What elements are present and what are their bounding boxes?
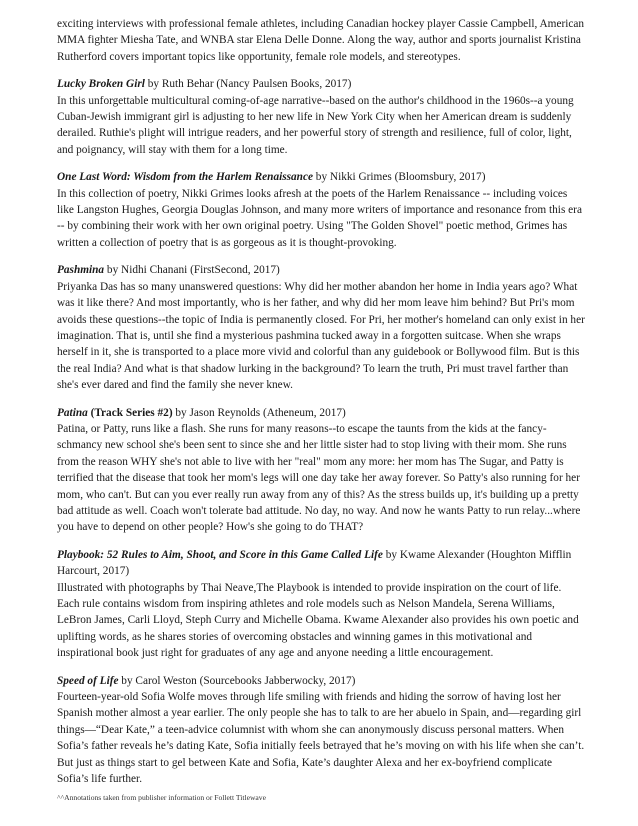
book-annotation: In this collection of poetry, Nikki Grimes looks afresh at the poets of the Harlem Renaissance -- including voices like Langston Hughes, Georgia Douglas Johnson, and many more writers of importance and resonance from this era -- by combining their work with her own original poetry. Using "The Golden Shovel" poetic method, Grimes has written a collection of poetry that is as gorgeous as it is thought-provoking. <box>57 187 582 249</box>
book-entry-pashmina <box>57 262 585 393</box>
book-title: Speed of Life <box>57 674 119 687</box>
book-series: (Track Series #2) <box>87 406 173 419</box>
book-title: Patina <box>57 406 88 419</box>
book-annotation: In this unforgettable multicultural coming-of-age narrative--based on the author's childhood in the 1960s--a young Cuban-Jewish immigrant girl is adjusting to her new life in New York City when her American dream is suddenly derailed. Ruthie's plight will intrigue readers, and her powerful story of strength and resilience, full of color, light, and poignancy, will stay with them for a long time. <box>57 94 574 156</box>
book-byline: by Jason Reynolds (Atheneum, 2017) <box>172 406 346 419</box>
book-citation <box>57 547 585 580</box>
book-byline: by Nikki Grimes (Bloomsbury, 2017) <box>312 171 486 184</box>
book-annotation: Illustrated with photographs by Thai Neave,The Playbook is intended to provide inspiration on the court of life. Each rule contains wisdom from inspiring athletes and role models such as Nelson Mandela, Serena Williams, LeBron James, Carli Lloyd, Steph Curry and Michelle Obama. Kwame Alexander also provides his own poetic and uplifting words, as he shares stories of overcoming obstacles and winning games in this motivational and inspirational book just right for graduates of any age and anyone needing a little encouragement. <box>57 581 579 660</box>
intro-paragraph: exciting interviews with professional female athletes, including Canadian hockey player Cassie Campbell, American MMA fighter Miesha Tate, and WNBA star Elena Delle Donne. Along the way, author and sports journalist Kristina Rutherford covers important topics like opportunity, female role models, and stereotypes. <box>57 18 585 63</box>
book-title: Playbook: 52 Rules to Aim, Shoot, and Score in this Game Called Life <box>57 548 383 561</box>
book-byline: by Carol Weston (Sourcebooks Jabberwocky, 2017) <box>118 674 356 687</box>
book-byline: by Nidhi Chanani (FirstSecond, 2017) <box>104 264 280 277</box>
book-entry-patina <box>57 405 585 536</box>
book-citation <box>57 169 585 185</box>
book-citation <box>57 262 585 278</box>
page-content <box>57 16 585 798</box>
book-annotation: Patina, or Patty, runs like a flash. She runs for many reasons--to escape the taunts from the kids at the fancy-schmancy new school she's been sent to since she and her little sister had to stop living with their mom. She runs from the reason WHY she's not able to live with her "real" mom any more: her mom has The Sugar, and Patty is terrified that the disease that took her mom's legs will one day take her away forever. So Patty's also running for her mom, who can't. But can you ever really run away from any of this? As the stress builds up, it's building up a pretty bad attitude as well. Coach won't tolerate bad attitude. No day, no way. And now he wants Patty to run relay...where you have to depend on other people? How's she going to do THAT? <box>57 422 581 534</box>
book-citation <box>57 76 585 92</box>
footer-note: ^^Annotations taken from publisher information or Follett Titlewave <box>57 793 266 802</box>
book-entry-lucky-broken-girl <box>57 76 585 158</box>
book-byline: by Ruth Behar (Nancy Paulsen Books, 2017) <box>144 78 352 91</box>
book-title: Pashmina <box>57 264 105 277</box>
book-annotation: Fourteen-year-old Sofia Wolfe moves through life smiling with friends and hiding the sorrow of having lost her Spanish mother almost a year earlier. The only people she has to talk to are her abuelo in Spain, and—regarding girl things—“Dear Kate,” a teen-advice columnist with whom she can anonymously discuss personal matters. When Sofia’s father reveals he’s dating Kate, Sofia initially feels betrayed that he’s moving on with his life when she can’t. But just as things start to gel between Kate and Sofia, Kate’s daughter Alexa and her ex-boyfriend complicate Sofia’s life further. <box>57 691 585 786</box>
book-entry-playbook <box>57 547 585 662</box>
book-title: One Last Word: Wisdom from the Harlem Renaissance <box>57 171 313 184</box>
book-citation <box>57 405 585 421</box>
book-citation <box>57 673 585 689</box>
book-byline: by Kwame Alexander (Houghton Mifflin Harcourt, 2017) <box>57 548 572 578</box>
book-annotation: Priyanka Das has so many unanswered questions: Why did her mother abandon her home in India years ago? What was it like there? And most importantly, who is her father, and why did her mom leave him behind? But Pri's mom avoids these questions--the topic of India is permanently closed. For Pri, her mother's homeland can only exist in her imagination. That is, until she find a mysterious pashmina tucked away in a forgotten suitcase. When she wraps herself in it, she is transported to a place more vivid and colorful than any guidebook or Bollywood film. But is this the real India? And what is that shadow lurking in the background? To learn the truth, Pri must travel farther than she's ever dared and find the family she never knew. <box>57 280 585 392</box>
book-entry-one-last-word <box>57 169 585 251</box>
book-entry-speed-of-life <box>57 673 585 788</box>
book-title: Lucky Broken Girl <box>57 78 145 91</box>
